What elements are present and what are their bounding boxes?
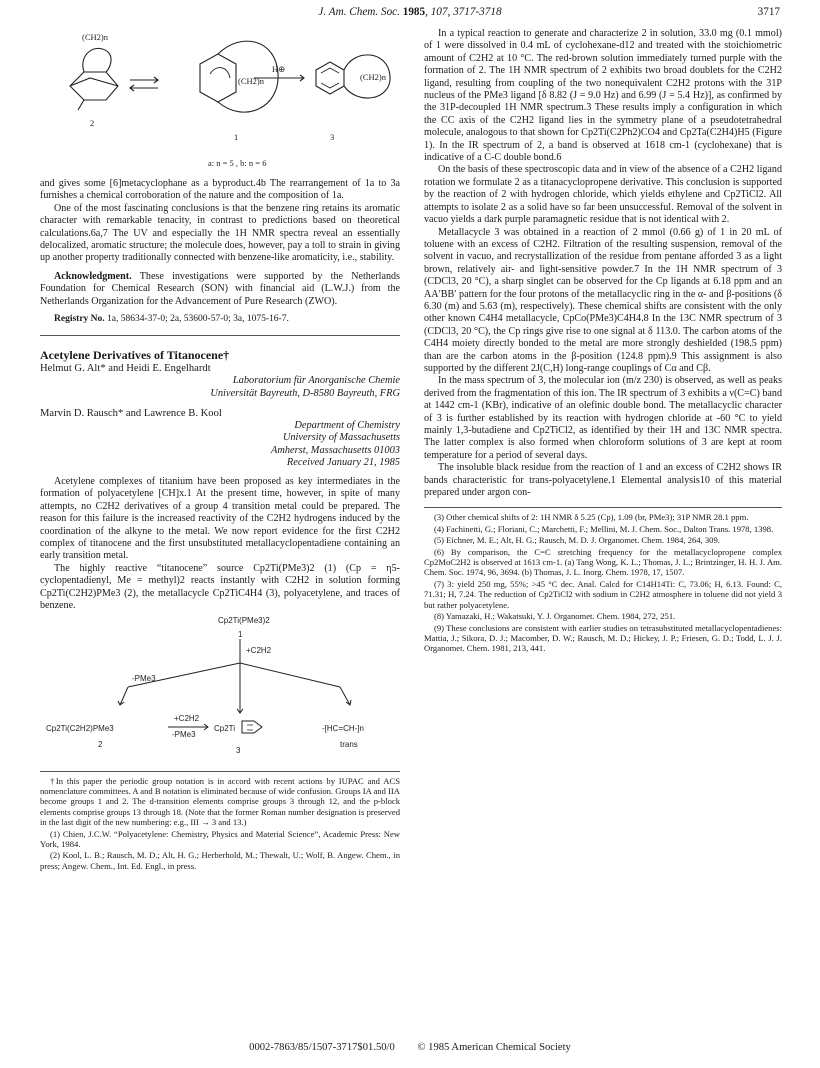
left-paragraph-1: and gives some [6]metacyclophane as a byproduct.4b The rearrangement of 1a to 3a furnishes a chemical corroboration of the nature and the composition of 1a. [40, 178, 400, 202]
authors-2: Marvin D. Rausch* and Lawrence B. Kool [40, 407, 222, 419]
ch2n-label-right: (CH2)n [360, 72, 386, 82]
registry-label: Registry No. [54, 314, 105, 325]
article-title: Acetylene Derivatives of Titanocene† [40, 348, 230, 363]
right-footnote: (5) Eichner, M. E.; Alt, H. G.; Rausch, M. D. J. Organomet. Chem. 1984, 264, 309. [434, 535, 720, 546]
right-paragraph-1: In a typical reaction to generate and characterize 2 in solution, 33.0 mg (0.1 mmol) of 1 were dissolved in 0.4 mL of cyclohexane-d12 and treated with the stoichiometric amount of C2H2 at 10 °C. The red-brown solution immediately turned purple with the formation of 2. The 1H NMR spectrum of 2 exhibits two broad doublets for the C2H2 ligand, resulting from coupling of the two nonequivalent C2H2 protons with the 31P nucleus of the PMe3 ligand [δ 8.82 (J = 9.0 Hz) and 6.99 (J = 5.4 Hz)], as confirmed by the 31P-decoupled 1H NMR spectrum.3 These results imply a configuration in which the CC axis of the C2H2 ligand lies in the symmetry plane of a pseudotetrahedral molecule, analogous to that shown for Cp2Ti(C2Ph2)CO4 and Cp2Ta(C2H4)H5 (Figure 1). In the IR spectrum of 2, a band is observed at 1618 cm-1 (cyclohexane) that is indicative of a C-C double bond.6 [424, 28, 782, 164]
acknowledgment-text: These investigations were supported by the Netherlands Foundation for Chemical Research (SON) with financial aid (L.W.J.) from the Netherlands Organization for the Advancement of Pure Research (ZWO). [40, 270, 400, 307]
affiliation-1-line-2: Universität Bayreuth, D-8580 Bayreuth, FRG [210, 388, 400, 400]
left-column [40, 28, 400, 872]
copyright: © 1985 American Chemical Society [417, 1042, 571, 1053]
acid-arrow-label: H⊕ [272, 64, 286, 74]
journal-volume-pages: , 107, 3717-3718 [425, 6, 502, 18]
scheme-2-acetylene-label: +C2H2 [246, 645, 272, 655]
journal-name: J. Am. Chem. Soc. [318, 6, 400, 18]
scheme-1 [40, 28, 400, 178]
scheme-2-compound-2: Cp2Ti(C2H2)PMe3 [46, 723, 114, 733]
right-paragraph-5: The insoluble black residue from the reaction of 1 and an excess of C2H2 shows IR bands characteristic for trans-polyacetylene.1 Elemental analysis10 of this material prepared under argon con- [424, 462, 782, 499]
scheme-2-compound-3-number: 3 [236, 745, 241, 755]
compound-3-label: 3 [330, 132, 335, 142]
page-footer [0, 1042, 820, 1053]
scheme-2-compound-2-number: 2 [98, 739, 103, 749]
right-footnote: (4) Fachinetti, G.; Floriani, C.; Marchetti, F.; Mellini, M. J. Chem. Soc., Dalton Trans. 1978, 1398. [434, 523, 774, 534]
right-footnotes [424, 512, 782, 653]
right-footnote: (8) Yamazaki, H.; Wakatsuki, Y. J. Organomet. Chem. 1984, 272, 251. [434, 611, 676, 622]
affiliation-2-line-2: University of Massachusetts [282, 432, 400, 444]
left-paragraph-2: One of the most fascinating conclusions is that the benzene ring retains its aromatic character with remarkable tenacity, in contrast to predictions based on theoretical calculations.6a,7 The UV and especially the 1H NMR spectra reveal an essentially delocalized, aromatic structure; the molecule does, however, pay a toll to strain in giving up another property traditionally connected with benzene-like aromaticity, i.e., stability. [40, 202, 400, 264]
left-paragraph-4: The highly reactive “titanocene” source Cp2Ti(PMe3)2 (1) (Cp = η5-cyclopentadienyl, Me = methyl)2 reacts instantly with C2H2 in solution forming Cp2Ti(C2H2)PMe3 (2), the metallacycle Cp2TiC4H4 (3), polyacetylene, and traces of benzene. [40, 562, 400, 612]
scheme-2-mid-arrow-top: +C2H2 [174, 713, 200, 723]
left-footnote: (2) Kool, L. B.; Rausch, M. D.; Alt, H. G.; Herberhold, M.; Thewalt, U.; Wolf, B. Angew. Chem., in press; Angew. Chem., Int. Ed. Engl., in press. [40, 850, 400, 871]
compound-2-label: 2 [90, 118, 95, 128]
left-footnote: †In this paper the periodic group notation is in accord with recent actions by IUPAC and ACS nomenclature committees. A and B notation is eliminated because of wide confusion. Groups IA and IIA become groups 1 and 2. The d-transition elements comprise groups 3 through 12, and the p-block elements comprise groups 13 through 18. (Note that the former Roman number designation is preserved in the last digit of the new numbering: e.g., III → 3 and 13.) [40, 775, 400, 828]
right-footnote: (7) 3: yield 250 mg, 55%; >45 °C dec. Anal. Calcd for C14H14Ti: C, 73.06; H, 6.13. Found: C, 71.31; H, 7.24. The reduction of Cp2TiCl2 with sodium in C2H2 atmosphere in toluene did not yield 3 but rather polyacetylene. [424, 578, 782, 610]
affiliation-2-line-1: Department of Chemistry [294, 419, 400, 431]
right-paragraph-3: Metallacycle 3 was obtained in a reaction of 2 mmol (0.66 g) of 1 in 20 mL of toluene with an excess of C2H2. Filtration of the resulting suspension, removal of the solvent in vacuo, and recrystallization of the residue from pentane afforded 3 as a light brown, relatively air- and light-sensitive powder.7 In the 1H NMR spectrum of 3 (CDCl3, 20 °C), a sharp singlet can be observed for the Cp ligands at 6.18 ppm and an AA′BB′ pattern for the four protons of the metallacyclic ring in the α- and β-positions (δ 6.30 (m) and 5.63 (m), respectively). These chemical shifts are consistent with the only other known C4H4 metallacycle, CpCo(PMe3)C4H4.8 In the 13C NMR spectrum of 3 (CDCl3, 20 °C), the Cp rings give rise to one signal at δ 113.0. The carbon atoms of the C4H4 moiety directly bonded to the metal are more strongly deshielded (198.5 ppm) than are the carbon atoms in the β-position (124.8 ppm).9 This assignment is also supported by the different 2J(C,H) long-range couplings of Cα and Cβ. [424, 226, 782, 374]
running-header [0, 6, 820, 22]
right-footnote: (9) These conclusions are consistent with earlier studies on tetrasubstituted metallacyclopentadienes: Mattia, J.; Sikora, D. J.; Macomber, D. W.; Rausch, M. D.; Hickey, J. P.; Friesen, G. D.; Todd, L. J. J. Organomet. Chem. 1981, 213, 441. [424, 622, 782, 654]
article-code: 0002-7863/85/1507-3717$01.50/0 [249, 1042, 395, 1053]
scheme-2-compound-3: Cp2Ti [214, 723, 236, 733]
scheme-2-mid-arrow-bottom: -PMe3 [172, 729, 196, 739]
scheme-2-start-compound: Cp2Ti(PMe3)2 [218, 615, 270, 625]
registry-text: 1a, 58634-37-0; 2a, 53600-57-0; 3a, 1075-16-7. [104, 314, 289, 325]
scheme-2-trans-label: trans [340, 739, 358, 749]
scheme-2 [40, 613, 400, 763]
scheme-2-drawing [40, 613, 400, 763]
right-footnote: (6) By comparison, the C=C stretching frequency for the metallacyclopropene complex Cp2MoC2H2 is observed at 1613 cm-1. (a) Tang Wong, K. L.; Thomas, J. L.; Brintzinger, H. H. J. Am. Chem. Soc. 1974, 96, 3694. (b) Thomas, J. L. Inorg. Chem. 1978, 17, 1507. [424, 546, 782, 578]
article-divider [40, 335, 400, 336]
received-date: Received January 21, 1985 [286, 457, 400, 469]
authors-1: Helmut G. Alt* and Heidi E. Engelhardt [40, 363, 211, 375]
ch2n-label-top: (CH2)n [82, 32, 108, 42]
ch2n-label-mid: (CH2)n [238, 76, 264, 86]
right-footnote-rule [424, 507, 782, 508]
journal-year: 1985 [402, 6, 426, 18]
left-paragraph-3: Acetylene complexes of titanium have been proposed as key intermediates in the formation of polyacetylene [CH]x.1 At the present time, however, in spite of many attempts, no C2H2 derivatives of a group 4 transition metal could be prepared. The reason for this failure is the increased reactivity of the C2H2 hydrogens induced by the coordination of the alkyne to the metal. We now report evidence for the first C2H2 complex of titanocene and the first unsubstituted metallacyclopentadiene containing an early transition metal. [40, 476, 400, 562]
acknowledgment-label: Acknowledgment. [54, 270, 132, 282]
right-footnote: (3) Other chemical shifts of 2: 1H NMR δ 5.25 (Cp), 1.09 (br, PMe3); 31P NMR 28.1 ppm. [434, 512, 749, 523]
right-paragraph-2: On the basis of these spectroscopic data and in view of the absence of a C2H2 ligand rotation we formulate 2 as a titanacyclopropene derivative. This conclusion is supported by the reaction of 2 with hydrogen chloride, which yields ethylene and Cp2TiCl2. All attempts to isolate 2 as a solid have so far been unsuccessful. Removal of the solvent in vacuo yields a dark purple paramagnetic residue that is not identical with 2. [424, 164, 782, 226]
scheme-1-caption: a: n = 5 , b: n = 6 [208, 158, 267, 168]
affiliation-2-line-3: Amherst, Massachusetts 01003 [270, 444, 400, 456]
affiliation-1-line-1: Laboratorium für Anorganische Chemie [232, 375, 400, 387]
left-footnotes [40, 776, 400, 872]
page-number: 3717 [757, 6, 780, 18]
acknowledgment [40, 271, 400, 308]
right-column [424, 28, 782, 655]
right-paragraph-4: In the mass spectrum of 3, the molecular ion (m/z 230) is observed, as well as peaks derived from the fragmentation of this ion. The IR spectrum of 3 exhibits a ν(C=C) band at 1442 cm-1 (KBr), indicative of an olefinic double bond. The metallacyclic character of 3 is further established by its reaction with hydrogen chloride at -60 °C to yield mainly 1,3-butadiene and Cp2TiCl2, as identified by their 1H and 13C NMR spectra. The latter complex is also formed when chloroform solutions of 3 are kept at room temperature for a period of several days. [424, 375, 782, 461]
scheme-2-pme3-loss: -PMe3 [132, 673, 156, 683]
scheme-2-polyacetylene: -[HC=CH-]n [322, 723, 365, 733]
journal-citation [0, 6, 820, 18]
registry-numbers [40, 314, 400, 325]
left-footnote-rule [40, 771, 400, 772]
compound-1-label: 1 [234, 132, 239, 142]
left-footnote: (1) Chien, J.C.W. “Polyacetylene: Chemistry, Physics and Material Science”, Academic Press: New York, 1984. [40, 828, 400, 849]
scheme-2-start-number: 1 [238, 629, 243, 639]
scheme-1-drawing [40, 28, 400, 178]
